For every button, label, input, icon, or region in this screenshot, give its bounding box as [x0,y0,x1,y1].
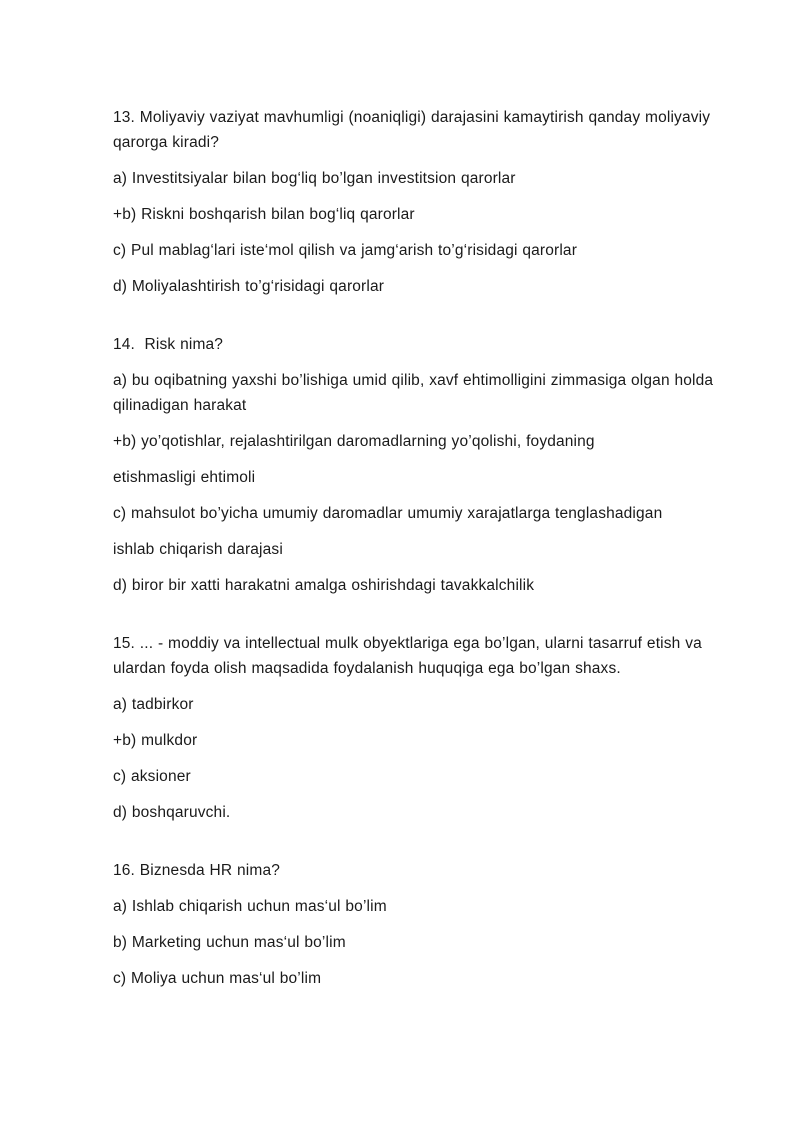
answer-option-13-d: d) Moliyalashtirish to’g‘risidagi qarorlar [113,277,385,295]
question-block-13 [113,106,727,299]
answer-option-15-c: c) aksioner [113,767,191,785]
answer-option-13-a: a) Investitsiyalar bilan bog‘liq bo’lgan investitsion qarorlar [113,169,516,187]
question-stem-15: 15. ... - moddiy va intellectual mulk obyektlariga ega bo’lgan, ularni tasarruf etish va ulardan foyda olish maqsadida foydalanish huquqiga ega bo’lgan shaxs. [113,635,707,677]
answer-option-16-a: a) Ishlab chiqarish uchun mas‘ul bo’lim [113,898,387,915]
answer-option-15-a: a) tadbirkor [113,695,194,713]
answer-option-15-b: +b) mulkdor [113,731,198,749]
answer-option-16-c: c) Moliya uchun mas‘ul bo’lim [113,970,322,987]
question-stem-14: 14. Risk nima? [113,336,224,353]
answer-option-14-a: a) bu oqibatning yaxshi bo’lishiga umid qilib, xavf ehtimolligini zimmasiga olgan holda qilinadigan harakat [113,372,718,414]
answer-option-13-b: +b) Riskni boshqarish bilan bog‘liq qarorlar [113,205,415,223]
question-block-16 [113,859,727,992]
answer-option-14-c-continued: ishlab chiqarish darajasi [113,540,283,558]
answer-option-13-c: c) Pul mablag‘lari iste‘mol qilish va jamg‘arish to’g‘risidagi qarorlar [113,241,578,259]
document-content [113,106,727,992]
answer-option-14-b-continued: etishmasligi ehtimoli [113,468,256,486]
question-stem-13: 13. Moliyaviy vaziyat mavhumligi (noaniqligi) darajasini kamaytirish qanday moliyaviy qarorga kiradi? [113,109,715,151]
answer-option-14-b: +b) yo’qotishlar, rejalashtirilgan daromadlarning yo’qolishi, foydaning [113,432,595,450]
answer-option-14-c: c) mahsulot bo’yicha umumiy daromadlar umumiy xarajatlarga tenglashadigan [113,504,663,522]
answer-option-16-b: b) Marketing uchun mas‘ul bo’lim [113,934,346,951]
question-stem-16: 16. Biznesda HR nima? [113,862,281,879]
question-block-15 [113,632,727,825]
answer-option-14-d: d) biror bir xatti harakatni amalga oshirishdagi tavakkalchilik [113,576,535,594]
question-block-14 [113,333,727,598]
answer-option-15-d: d) boshqaruvchi. [113,803,231,821]
